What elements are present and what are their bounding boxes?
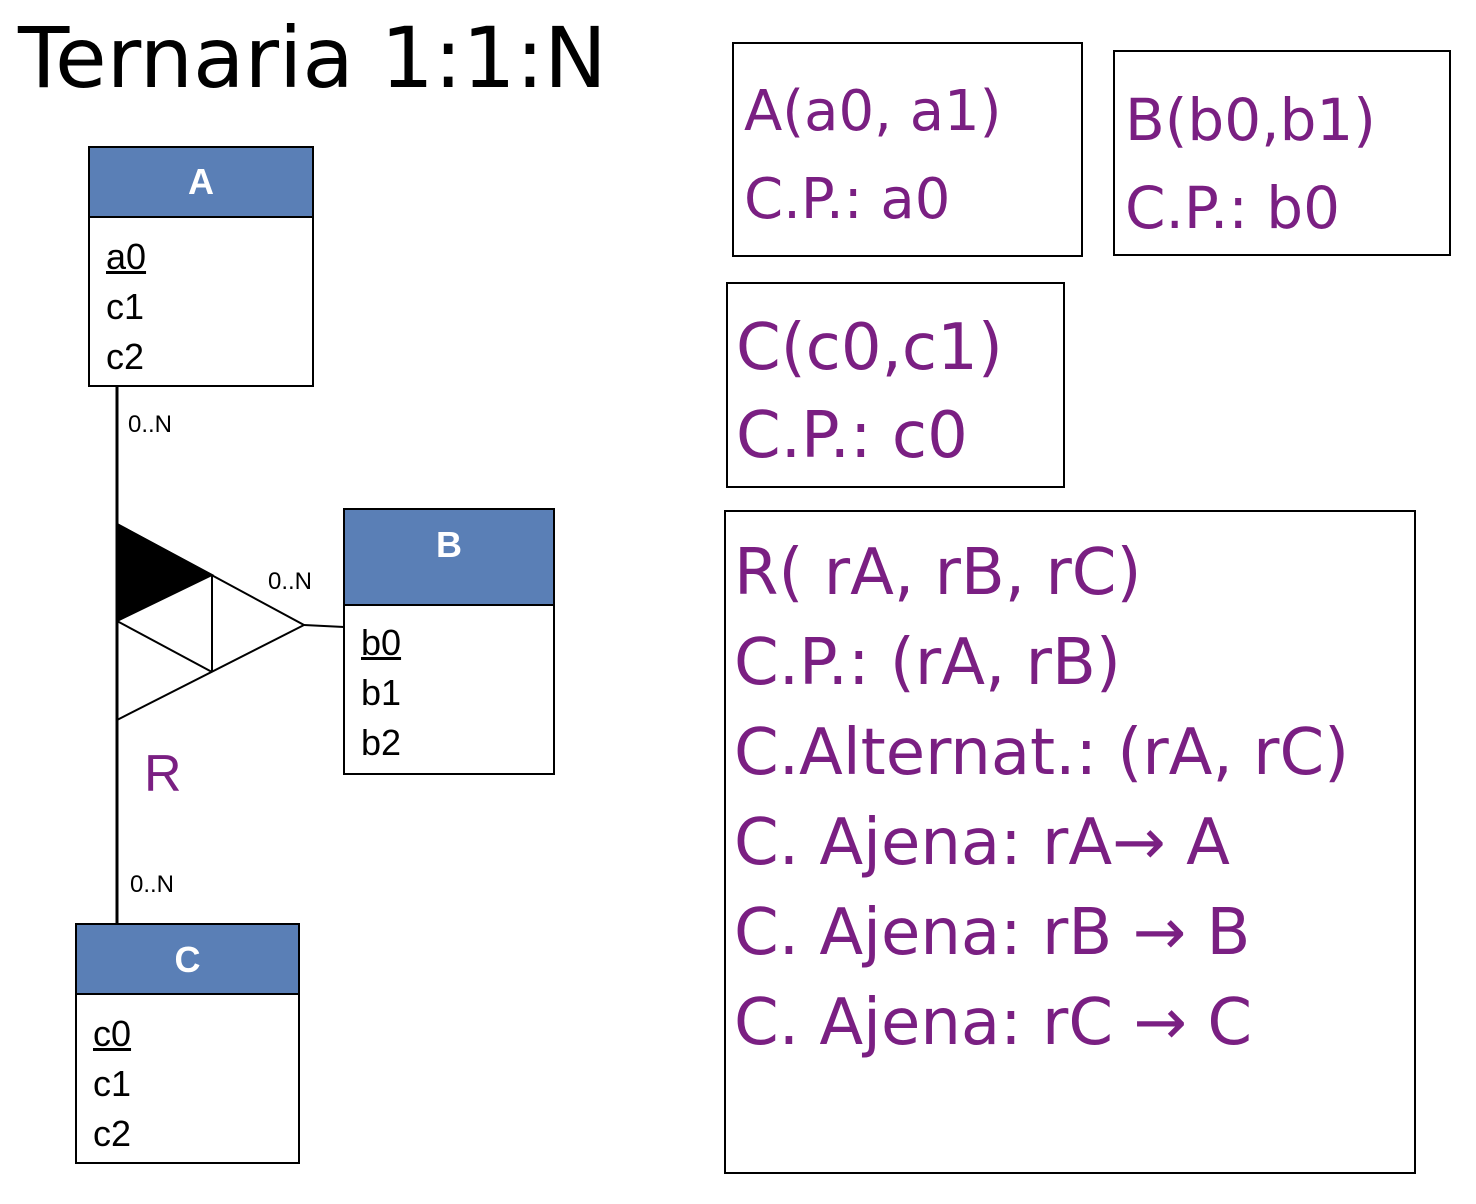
table-a-line: A(a0, a1) — [744, 79, 1002, 144]
entity-b-attr: b2 — [361, 722, 402, 763]
table-r-line: C.P.: (rA, rB) — [734, 626, 1121, 700]
table-b-line: C.P.: b0 — [1125, 174, 1341, 242]
entity-a — [88, 146, 314, 387]
table-r-line: C. Ajena: rC → C — [734, 986, 1252, 1060]
entity-c-attr: c1 — [93, 1063, 132, 1104]
entity-b-attributes — [345, 606, 553, 768]
table-a-box — [732, 42, 1083, 257]
cardinality-b: 0..N — [268, 568, 313, 595]
entity-a-header: A — [90, 148, 312, 218]
relationship-label: R — [144, 745, 182, 803]
table-b-box — [1113, 50, 1451, 256]
table-a-line: C.P.: a0 — [744, 167, 951, 232]
table-r-line: C. Ajena: rB → B — [734, 896, 1251, 970]
entity-b-attr: b0 — [361, 622, 402, 663]
connector-b — [304, 625, 344, 627]
table-c-line: C.P.: c0 — [736, 399, 968, 473]
diagram-title: Ternaria 1:1:N — [18, 9, 607, 107]
table-b-line: B(b0,b1) — [1125, 86, 1376, 154]
table-r-line: R( rA, rB, rC) — [734, 536, 1142, 610]
entity-c-attr: c2 — [93, 1113, 132, 1154]
entity-a-attr: c1 — [106, 286, 145, 327]
table-r-box — [724, 510, 1416, 1174]
entity-a-attr: c2 — [106, 336, 145, 377]
table-c-box — [726, 282, 1065, 488]
entity-b-attr: b1 — [361, 672, 402, 713]
entity-c-attr: c0 — [93, 1013, 132, 1054]
entity-c — [75, 923, 300, 1164]
cardinality-c: 0..N — [130, 871, 175, 898]
table-r-line: C. Ajena: rA→ A — [734, 806, 1230, 880]
entity-a-attributes — [90, 218, 312, 382]
entity-c-header: C — [77, 925, 298, 995]
table-c-line: C(c0,c1) — [736, 311, 1003, 385]
entity-c-attributes — [77, 995, 298, 1159]
entity-a-attr: a0 — [106, 236, 147, 277]
cardinality-a: 0..N — [128, 411, 173, 438]
table-r-line: C.Alternat.: (rA, rC) — [734, 716, 1350, 790]
entity-b — [343, 508, 555, 775]
entity-b-header: B — [345, 510, 553, 606]
